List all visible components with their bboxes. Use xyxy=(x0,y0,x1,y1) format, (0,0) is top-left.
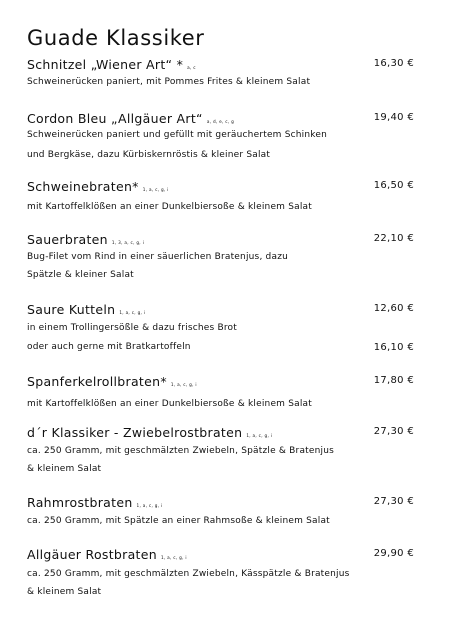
dish-description: Schweinerücken paniert, mit Pommes Frites & kleinem Salat xyxy=(27,77,311,87)
dish-name: Spanferkelrollbraten* 1, a, c, g, i xyxy=(27,374,197,389)
dish-name: Allgäuer Rostbraten 1, a, c, g, i xyxy=(27,547,187,562)
dish-price: 12,60 € xyxy=(373,303,414,314)
dish-description: & kleinem Salat xyxy=(27,587,102,597)
dish-description: Schweinerücken paniert und gefüllt mit geräuchertem Schinken xyxy=(27,130,328,140)
allergen-codes: 1, a, c, g, i xyxy=(136,503,163,508)
dish-cordon-bleu xyxy=(27,111,417,160)
dish-price: 17,80 € xyxy=(373,375,414,386)
dish-name: Cordon Bleu „Allgäuer Art“ a, d, e, c, g xyxy=(27,111,235,126)
dish-spanferkelrollbraten xyxy=(27,374,417,409)
allergen-codes: 1, a, c, g, i xyxy=(246,433,273,438)
dish-sauerbraten xyxy=(27,232,417,280)
dish-description: & kleinem Salat xyxy=(27,464,102,474)
dish-price: 16,30 € xyxy=(373,58,414,69)
dish-description: und Bergkäse, dazu Kürbiskernröstis & kleiner Salat xyxy=(27,150,271,160)
dish-price: 22,10 € xyxy=(373,233,414,244)
dish-price: 27,30 € xyxy=(373,496,414,507)
dish-name: Schnitzel „Wiener Art“ * a, c xyxy=(27,57,196,72)
dish-description: oder auch gerne mit Bratkartoffeln xyxy=(27,342,191,352)
dish-allgaeuer-rostbraten xyxy=(27,547,417,597)
dish-name: Sauerbraten 1, 3, a, c, g, i xyxy=(27,232,145,247)
dish-price: 29,90 € xyxy=(373,548,414,559)
allergen-codes: 1, a, c, g, i xyxy=(119,310,146,315)
dish-description: Bug-Filet vom Rind in einer säuerlichen Bratenjus, dazu xyxy=(27,252,289,262)
dish-description: mit Kartoffelklößen an einer Dunkelbiersoße & kleinem Salat xyxy=(27,202,312,212)
allergen-codes: 1, a, c, g, i xyxy=(160,555,187,560)
dish-schweinebraten xyxy=(27,179,417,212)
allergen-codes: 1, a, c, g, i xyxy=(142,187,169,192)
allergen-codes: a, c xyxy=(187,65,196,70)
dish-description: ca. 250 Gramm, mit geschmälzten Zwiebeln, Spätzle & Bratenjus xyxy=(27,446,335,456)
dish-zwiebelrostbraten xyxy=(27,425,417,474)
allergen-codes: a, d, e, c, g xyxy=(206,119,235,124)
page-title: Guade Klassiker xyxy=(27,26,205,50)
allergen-codes: 1, 3, a, c, g, i xyxy=(111,240,145,245)
dish-saure-kutteln xyxy=(27,302,417,353)
dish-rahmrostbraten xyxy=(27,495,417,526)
dish-description: Spätzle & kleiner Salat xyxy=(27,270,134,280)
dish-price: 19,40 € xyxy=(373,112,414,123)
dish-price: 27,30 € xyxy=(373,426,414,437)
dish-schnitzel xyxy=(27,57,417,87)
dish-description: in einem Trollingersößle & dazu frisches Brot xyxy=(27,323,237,333)
dish-second-price: 16,10 € xyxy=(373,342,414,353)
dish-name: Saure Kutteln 1, a, c, g, i xyxy=(27,302,146,317)
dish-name: Schweinebraten* 1, a, c, g, i xyxy=(27,179,169,194)
dish-name: Rahmrostbraten 1, a, c, g, i xyxy=(27,495,163,510)
dish-name: d´r Klassiker - Zwiebelrostbraten 1, a, c, g, i xyxy=(27,425,273,440)
dish-description: ca. 250 Gramm, mit Spätzle an einer Rahmsoße & kleinem Salat xyxy=(27,516,330,526)
dish-description: mit Kartoffelklößen an einer Dunkelbiersoße & kleinem Salat xyxy=(27,399,312,409)
dish-price: 16,50 € xyxy=(373,180,414,191)
allergen-codes: 1, a, c, g, i xyxy=(170,382,197,387)
dish-description: ca. 250 Gramm, mit geschmälzten Zwiebeln, Kässpätzle & Bratenjus xyxy=(27,569,350,579)
